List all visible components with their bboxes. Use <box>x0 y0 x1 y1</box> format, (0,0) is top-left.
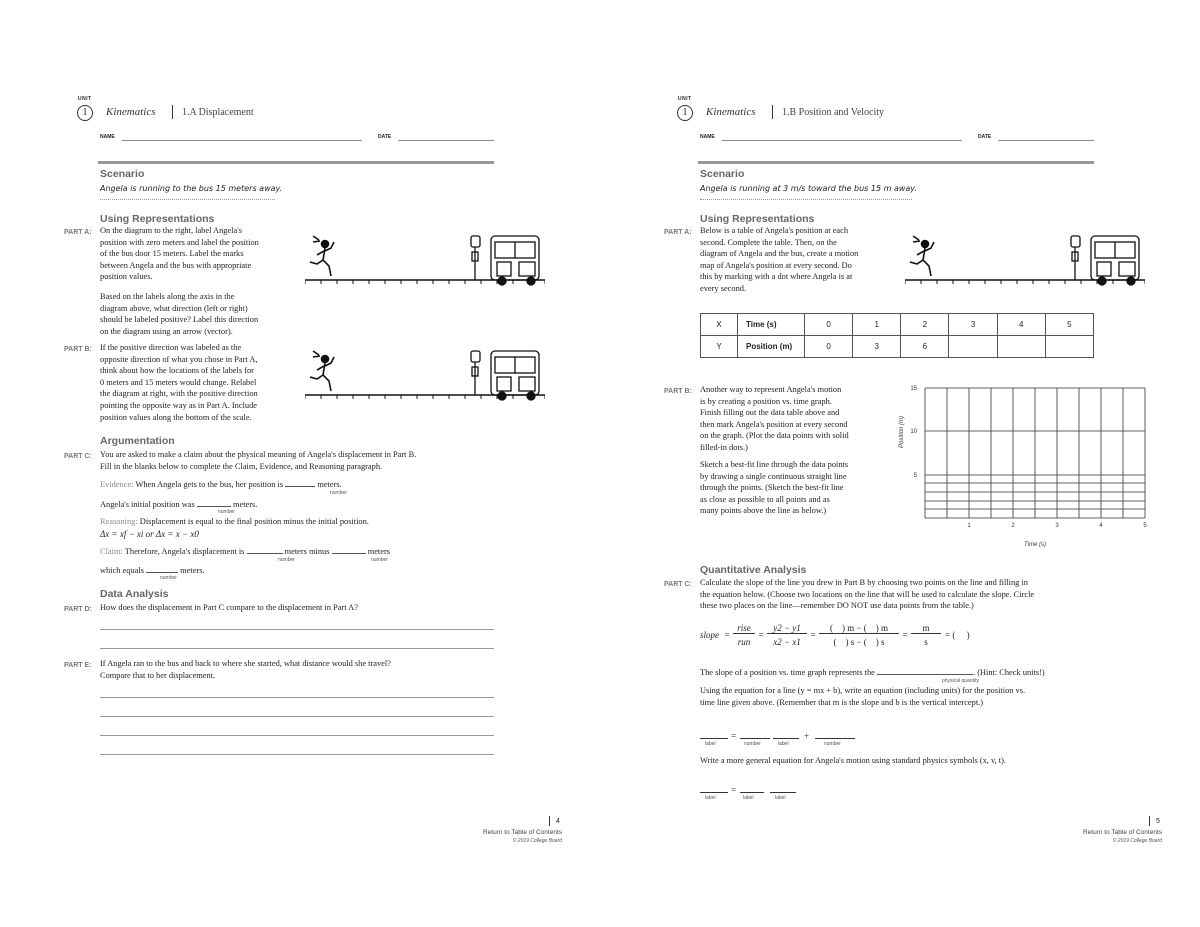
title-divider <box>772 105 773 119</box>
claim-number-sub-1: number <box>278 557 295 563</box>
scenario-rule <box>700 199 912 200</box>
x-tick-label: 2 <box>1011 523 1015 529</box>
evidence-number-sub: number <box>330 490 347 496</box>
general-equation-blanks[interactable]: = label label label <box>700 784 900 804</box>
part-a-label: PART A: <box>664 229 692 236</box>
part-c-text: You are asked to make a claim about the physical meaning of Angela's displacement in Part B. Fill in the blanks below to complete the Claim, Evidence, and Reasoning paragraph. <box>100 450 417 471</box>
part-b-bestfit-text: Sketch a best-fit line through the data points by drawing a single continuous straight line through the points. (Sketch the best-fit line as close as possible to all points and as many points above the line as below.) <box>700 460 849 516</box>
date-label: DATE <box>378 134 392 140</box>
table-row <box>701 336 1094 358</box>
rise-word: rise <box>733 623 755 634</box>
label-sub: label <box>743 795 754 801</box>
using-representations-heading: Using Representations <box>700 213 815 225</box>
toc-link[interactable]: Return to Table of Contents <box>1082 829 1162 836</box>
part-e-label: PART E: <box>64 662 92 669</box>
table-cell: X <box>701 314 738 336</box>
header-rule <box>698 161 1094 164</box>
right-page <box>600 0 1200 927</box>
runner-figure <box>310 236 334 276</box>
name-field[interactable] <box>122 140 362 141</box>
bus-stop-sign <box>471 351 480 395</box>
name-label: NAME <box>700 134 715 140</box>
copyright: © 2019 College Board <box>1112 838 1162 844</box>
table-cell: 3 <box>949 314 997 336</box>
part-a-label: PART A: <box>64 229 92 236</box>
page-number: 4 <box>556 818 560 825</box>
table-cell: 0 <box>805 336 853 358</box>
runner-figure <box>310 351 334 391</box>
reasoning-equation: Δx = xf − xi or Δx = x − x0 <box>100 529 199 539</box>
table-cell: 0 <box>805 314 853 336</box>
equals-number-sub: number <box>160 575 177 581</box>
slope-numerator: y2 − y1 <box>767 623 807 634</box>
position-blanks[interactable]: ( ) m − ( ) m <box>819 623 899 634</box>
part-a-text: Below is a table of Angela's position at each second. Complete the table. Then, on the diagram of Angela and the bus, create a motion map of Angela's position at every second. Do this by marking with a dot where Angela is at every second. <box>700 226 859 293</box>
lesson-title: 1.B Position and Velocity <box>782 107 885 118</box>
line-equation-text: Using the equation for a line (y = mx + b), write an equation (including units) for the position vs. time line given above. (Remember that m is the slope and b is the vertical intercept.) <box>700 686 1026 707</box>
scenario-text: Angela is running to the bus 15 meters away. <box>100 184 283 193</box>
lesson-title: 1.A Displacement <box>182 107 254 118</box>
quantitative-analysis-heading: Quantitative Analysis <box>700 564 807 576</box>
part-c-text: Calculate the slope of the line you drew in Part B by choosing two points on the line and filling in the equation below. (Choose two locations on the line that will be used to calculate the slope. Circle these two places on the line—remember DO NOT use data points from the table.) <box>700 578 1035 611</box>
line-equation-blanks[interactable]: = + label number label number <box>700 730 1000 750</box>
toc-link[interactable]: Return to Table of Contents <box>482 829 562 836</box>
initial-number-sub: number <box>218 509 235 515</box>
page-number: 5 <box>1156 818 1160 825</box>
name-field[interactable] <box>722 140 962 141</box>
footer-divider <box>549 816 550 826</box>
s-unit: s <box>924 637 928 647</box>
unit-title: Kinematics <box>706 106 756 118</box>
title-divider <box>172 105 173 119</box>
equals-sign: = <box>758 630 765 640</box>
answer-line-e4[interactable] <box>100 754 494 755</box>
part-a-text: On the diagram to the right, label Angela's position with zero meters and label the position of the bus door 15 meters. Label the marks between Angela and the bus with appropriate position values. <box>100 226 259 282</box>
data-analysis-heading: Data Analysis <box>100 588 169 600</box>
m-unit: m <box>911 623 941 634</box>
y-tick-label: 10 <box>910 429 917 435</box>
part-d-label: PART D: <box>64 606 92 613</box>
bus-diagram-part-a[interactable] <box>305 228 545 292</box>
part-c-label: PART C: <box>64 453 92 460</box>
bus-icon <box>1091 236 1139 285</box>
part-b-text: Another way to represent Angela's motion is by creating a position vs. time graph. Finish filling out the data table above and then mark Angela's position at every second on the graph. (Plot the data points with solid filled-in dots.) <box>700 385 849 452</box>
label-sub: label <box>705 741 716 747</box>
bus-diagram-part-b[interactable] <box>305 343 545 407</box>
scenario-heading: Scenario <box>700 168 745 180</box>
using-representations-heading: Using Representations <box>100 213 215 225</box>
slope-word: slope <box>700 630 719 640</box>
part-d-text: How does the displacement in Part C compare to the displacement in Part A? <box>100 603 358 612</box>
header-rule <box>98 161 494 164</box>
scenario-rule <box>100 199 275 200</box>
bus-icon <box>491 351 539 400</box>
slope-meaning-line: The slope of a position vs. time graph represents the . (Hint: Check units!) <box>700 668 1045 677</box>
unit-number-badge: 1 <box>677 105 693 121</box>
evidence-line: Evidence: When Angela gets to the bus, her position is meters. <box>100 480 342 489</box>
runner-figure <box>910 236 934 276</box>
name-label: NAME <box>100 134 115 140</box>
date-field[interactable] <box>998 140 1094 141</box>
unit-label: UNIT <box>78 96 92 102</box>
equals-sign: = <box>810 630 817 640</box>
part-a-direction-text: Based on the labels along the axis in the diagram above, what direction (left or right) should be labeled positive? Label this direction on the diagram using an arrow (vector). <box>100 292 259 336</box>
argumentation-heading: Argumentation <box>100 435 175 447</box>
claim-number-sub-2: number <box>371 557 388 563</box>
scenario-text: Angela is running at 3 m/s toward the bus 15 m away. <box>700 184 917 193</box>
time-blanks[interactable]: ( ) s − ( ) s <box>833 637 885 647</box>
slope-result[interactable]: = ( ) <box>945 630 970 640</box>
answer-line-e1[interactable] <box>100 697 494 698</box>
table-cell: 3 <box>853 336 901 358</box>
label-sub: label <box>778 741 789 747</box>
answer-line-d1[interactable] <box>100 629 494 630</box>
part-b-label: PART B: <box>664 388 692 395</box>
bus-stop-sign <box>471 236 480 280</box>
which-equals-line: which equals meters. <box>100 566 205 575</box>
equals-sign: = <box>724 630 731 640</box>
footer-divider <box>1149 816 1150 826</box>
reasoning-line: Reasoning: Displacement is equal to the final position minus the initial position. <box>100 517 369 526</box>
unit-label: UNIT <box>678 96 692 102</box>
equals-sign: = <box>902 630 909 640</box>
number-sub: number <box>744 741 761 747</box>
date-field[interactable] <box>398 140 494 141</box>
bus-diagram-motion-map[interactable] <box>905 228 1145 292</box>
copyright: © 2019 College Board <box>512 838 562 844</box>
table-cell: 6 <box>901 336 949 358</box>
label-sub: label <box>705 795 716 801</box>
table-cell: 5 <box>1045 314 1093 336</box>
initial-position-line: Angela's initial position was meters. <box>100 500 258 509</box>
answer-line-e3[interactable] <box>100 735 494 736</box>
part-b-text: If the positive direction was labeled as the opposite direction of what you chose in Part A, think about how the locations of the labels for 0 meters and 15 meters would change. Relabel the diagram at right, with the positive direction pointing the opposite way as in Part A. Include position values along the bottom of the scale. <box>100 343 258 422</box>
y-tick-label: 15 <box>910 386 917 392</box>
label-sub: label <box>775 795 786 801</box>
part-e-text: If Angela ran to the bus and back to where she started, what distance would she travel? Compare that to her displacement. <box>100 659 391 680</box>
table-cell: 1 <box>853 314 901 336</box>
x-tick-label: 4 <box>1099 523 1103 529</box>
date-label: DATE <box>978 134 992 140</box>
table-cell: Position (m) <box>738 336 805 358</box>
position-time-table <box>700 313 1094 358</box>
table-cell-input[interactable] <box>1045 336 1093 358</box>
physical-quantity-sub: physical quantity <box>942 678 979 684</box>
position-time-graph[interactable] <box>895 380 1155 552</box>
bus-icon <box>491 236 539 285</box>
table-cell: 4 <box>997 314 1045 336</box>
bus-stop-sign <box>1071 236 1080 280</box>
answer-line-d2[interactable] <box>100 648 494 649</box>
part-b-label: PART B: <box>64 346 92 353</box>
number-sub: number <box>824 741 841 747</box>
x-axis-label: Time (s) <box>1024 542 1046 548</box>
table-cell: Y <box>701 336 738 358</box>
unit-number-badge: 1 <box>77 105 93 121</box>
table-cell: 2 <box>901 314 949 336</box>
table-cell-input[interactable] <box>949 336 997 358</box>
general-equation-text: Write a more general equation for Angela's motion using standard physics symbols (x, v, t). <box>700 756 1007 765</box>
table-cell-input[interactable] <box>997 336 1045 358</box>
x-tick-label: 5 <box>1143 523 1147 529</box>
claim-line: Claim: Therefore, Angela's displacement is meters minus meters <box>100 547 391 556</box>
graph-grid <box>925 388 1145 518</box>
table-row <box>701 314 1094 336</box>
x-tick-label: 3 <box>1055 523 1059 529</box>
part-c-label: PART C: <box>664 581 692 588</box>
scenario-heading: Scenario <box>100 168 145 180</box>
answer-line-e2[interactable] <box>100 716 494 717</box>
slope-denominator: x2 − x1 <box>773 637 801 647</box>
table-cell: Time (s) <box>738 314 805 336</box>
y-tick-label: 5 <box>913 473 917 479</box>
run-word: run <box>737 637 751 647</box>
y-axis-label: Position (m) <box>899 415 905 449</box>
unit-title: Kinematics <box>106 106 156 118</box>
x-tick-label: 1 <box>967 523 971 529</box>
